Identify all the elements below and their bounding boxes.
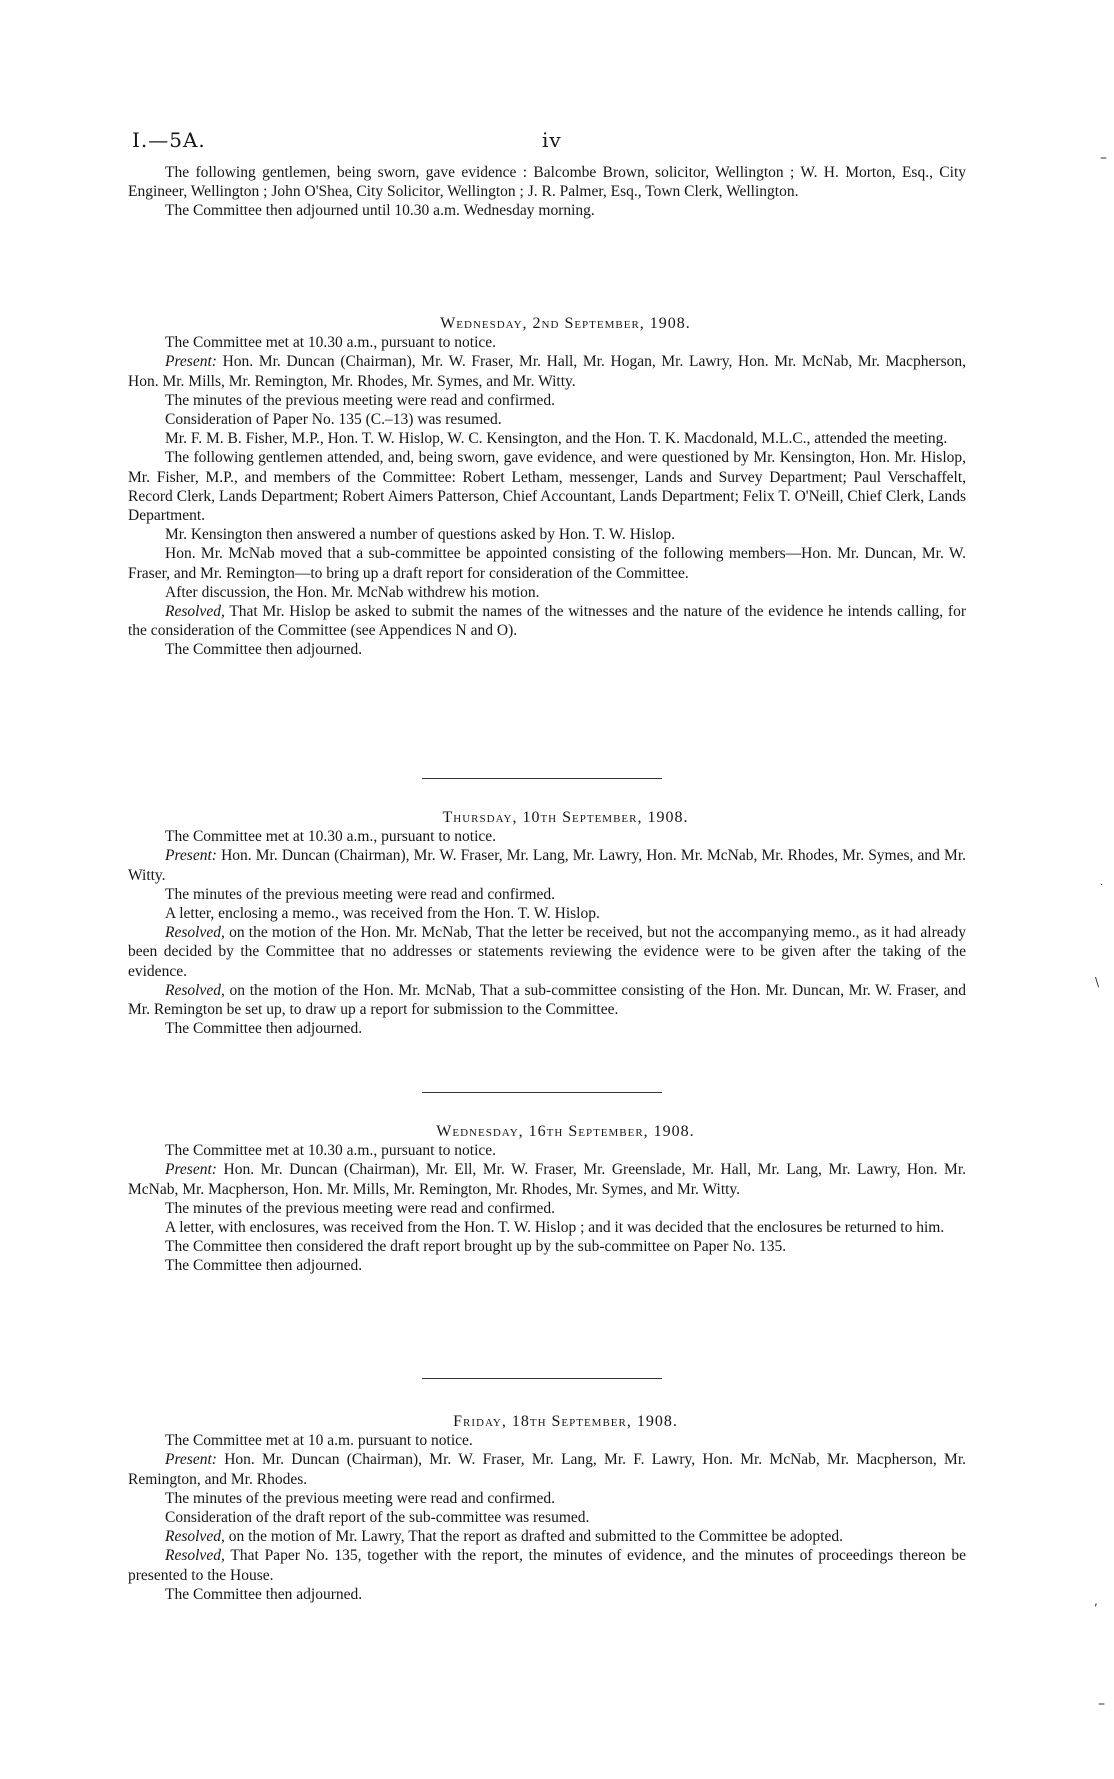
paragraph: The Committee met at 10.30 a.m., pursuant to notice.: [165, 828, 497, 846]
paragraph: The Committee then adjourned.: [165, 1585, 363, 1603]
paragraph: A letter, enclosing a memo., was received from the Hon. T. W. Hislop.: [165, 905, 600, 923]
paragraph: Present: Hon. Mr. Duncan (Chairman), Mr. W. Fraser, Mr. Lang, Mr. Lawry, Hon. Mr. McNab, Mr. Rhodes, Mr. Symes, and Mr. Witty.: [128, 847, 966, 884]
paragraph: The Committee met at 10.30 a.m., pursuant to notice.: [165, 1142, 497, 1160]
paragraph: The Committee then adjourned.: [165, 641, 363, 659]
paragraph: The Committee met at 10 a.m. pursuant to notice.: [165, 1432, 473, 1450]
scan-mark: ,: [1094, 1594, 1098, 1608]
section-heading: Thursday, 10th September, 1908.: [442, 809, 689, 826]
paragraph: Resolved, That Mr. Hislop be asked to submit the names of the witnesses and the nature of the evidence he intends calling, for the consideration of the Committee (see Appendices N and O).: [128, 603, 966, 640]
paragraph: After discussion, the Hon. Mr. McNab withdrew his motion.: [165, 583, 540, 601]
scan-mark: –: [1100, 150, 1107, 166]
paragraph: The following gentlemen, being sworn, gave evidence : Balcombe Brown, solicitor, Wellington ; W. H. Morton, Esq., City Engineer, Wellington ; John O'Shea, City Solicitor, Wellington ; J. R. Palmer, Esq., Town Clerk, Wellington.: [128, 164, 966, 201]
paper-reference: I.—5A.: [132, 128, 206, 152]
paragraph: Consideration of the draft report of the sub-committee was resumed.: [165, 1509, 590, 1527]
paragraph-lead: Resolved,: [165, 981, 225, 999]
scan-mark: \: [1095, 975, 1100, 989]
paragraph: Present: Hon. Mr. Duncan (Chairman), Mr. Ell, Mr. W. Fraser, Mr. Greenslade, Mr. Hall, Mr. Lang, Mr. Lawry, Hon. Mr. McNab, Mr. Macpherson, Hon. Mr. Mills, Mr. Remington, Mr. Rhodes, Mr. Symes, and Mr. Witty.: [128, 1161, 966, 1198]
section-heading: Wednesday, 16th September, 1908.: [436, 1123, 695, 1140]
scan-mark: ·: [1100, 880, 1104, 891]
paragraph: The minutes of the previous meeting were read and confirmed.: [165, 1199, 555, 1217]
paragraph: The Committee then adjourned.: [165, 1257, 363, 1275]
paragraph-lead: Resolved,: [165, 603, 225, 621]
paragraph-lead: Present:: [165, 353, 217, 371]
paragraph: Resolved, on the motion of the Hon. Mr. McNab, That a sub-committee consisting of the Hon. Mr. Duncan, Mr. W. Fraser, and Mr. Remington be set up, to draw up a report for submission to the Committee.: [128, 981, 966, 1019]
paragraph: Present: Hon. Mr. Duncan (Chairman), Mr. W. Fraser, Mr. Lang, Mr. F. Lawry, Hon. Mr. McNab, Mr. Macpherson, Mr. Remington, and Mr. Rhodes.: [128, 1451, 966, 1488]
paragraph-lead: Present:: [165, 847, 217, 865]
paragraph: Resolved, on the motion of the Hon. Mr. McNab, That the letter be received, but not the accompanying memo., as it had already been decided by the Committee that no addresses or statements reviewing the evidence were to be given after the taking of the evidence.: [128, 924, 966, 980]
paragraph: The minutes of the previous meeting were read and confirmed.: [165, 885, 555, 903]
paragraph: Resolved, That Paper No. 135, together with the report, the minutes of evidence, and the minutes of proceedings thereon be presented to the House.: [128, 1547, 966, 1584]
paragraph: Hon. Mr. McNab moved that a sub-committee be appointed consisting of the following members—Hon. Mr. Duncan, Mr. W. Fraser, and Mr. Remington—to bring up a draft report for consideration of the Committee.: [128, 545, 966, 582]
paragraph: Consideration of Paper No. 135 (C.–13) was resumed.: [165, 411, 502, 429]
paragraph: The minutes of the previous meeting were read and confirmed.: [165, 1489, 555, 1507]
paragraph: A letter, with enclosures, was received from the Hon. T. W. Hislop ; and it was decided that the enclosures be returned to him.: [165, 1219, 945, 1237]
scan-mark: –: [1098, 1696, 1105, 1712]
paragraph: Resolved, on the motion of Mr. Lawry, That the report as drafted and submitted to the Committee be adopted.: [165, 1528, 843, 1546]
meeting-section: [128, 808, 966, 1038]
page-number: iv: [542, 128, 562, 152]
paragraph: The Committee then adjourned.: [165, 1020, 363, 1038]
paragraph: The Committee met at 10.30 a.m., pursuant to notice.: [165, 334, 497, 352]
meeting-section: [128, 314, 966, 660]
section-heading: Friday, 18th September, 1908.: [453, 1413, 678, 1430]
paragraph: Mr. F. M. B. Fisher, M.P., Hon. T. W. Hislop, W. C. Kensington, and the Hon. T. K. Macdonald, M.L.C., attended the meeting.: [165, 430, 948, 448]
paragraph: The following gentlemen attended, and, being sworn, gave evidence, and were questioned by Mr. Kensington, Hon. Mr. Hislop, Mr. Fisher, M.P., and members of the Committee: Robert Letham, messenger, Lands and Survey Department; Paul Verschaffelt, Record Clerk, Lands Department; Robert Aimers Patterson, Chief Accountant, Lands Department; Felix T. O'Neill, Chief Clerk, Lands Department.: [128, 449, 966, 525]
paragraph-lead: Present:: [165, 1451, 217, 1469]
paragraph: Mr. Kensington then answered a number of questions asked by Hon. T. W. Hislop.: [165, 526, 676, 544]
section-divider: [422, 1378, 662, 1379]
paragraph: The minutes of the previous meeting were read and confirmed.: [165, 391, 555, 409]
section-heading: Wednesday, 2nd September, 1908.: [440, 315, 691, 332]
paragraph-lead: Resolved,: [165, 1547, 225, 1565]
paragraph: The Committee then considered the draft report brought up by the sub-committee on Paper No. 135.: [165, 1238, 787, 1256]
paragraph-lead: Resolved,: [165, 1528, 225, 1546]
meeting-section: [128, 1122, 966, 1276]
section-divider: [422, 778, 662, 779]
paragraph: The Committee then adjourned until 10.30 a.m. Wednesday morning.: [165, 202, 595, 220]
page-header: [132, 128, 982, 158]
section-divider: [422, 1092, 662, 1093]
paragraph: Present: Hon. Mr. Duncan (Chairman), Mr. W. Fraser, Mr. Hall, Mr. Hogan, Mr. Lawry, Hon. Mr. McNab, Mr. Macpherson, Hon. Mr. Mills, Mr. Remington, Mr. Rhodes, Mr. Symes, and Mr. Witty.: [128, 353, 966, 390]
paragraph-lead: Present:: [165, 1161, 217, 1179]
intro-block: [128, 163, 966, 221]
meeting-section: [128, 1412, 966, 1604]
paragraph-lead: Resolved,: [165, 924, 225, 942]
